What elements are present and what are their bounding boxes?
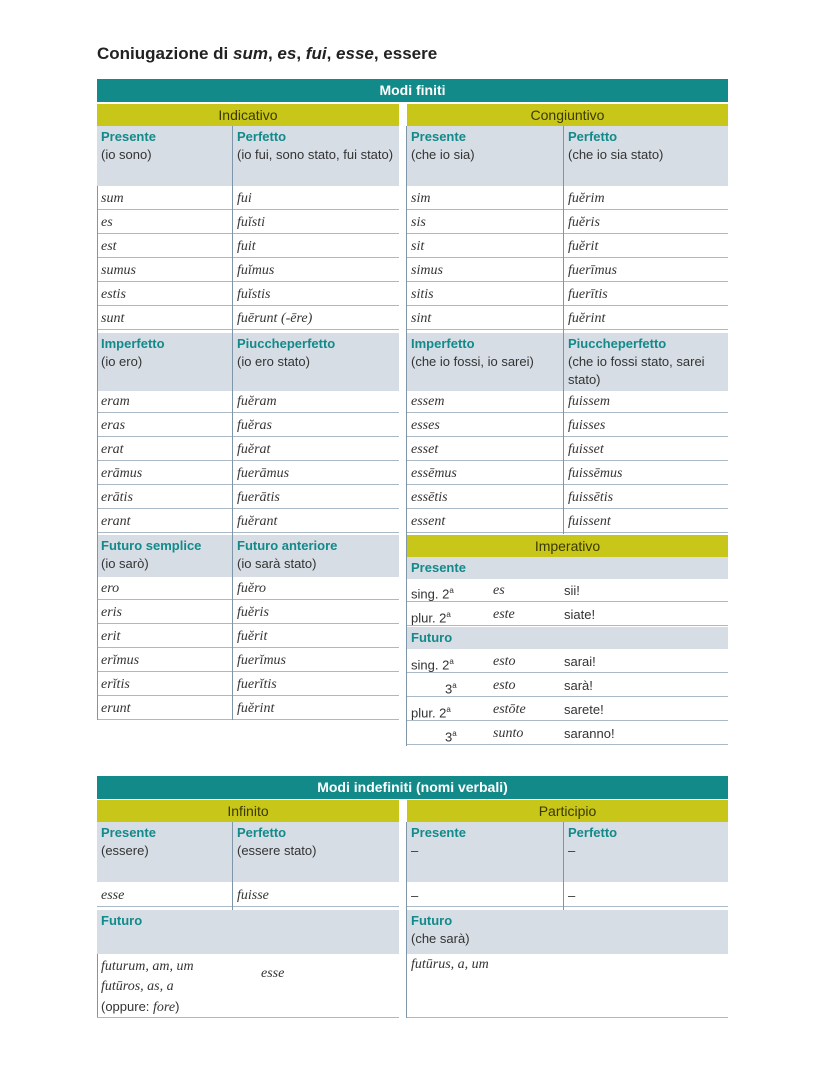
imperativo-italian: sarai! [564, 654, 596, 669]
cong-presente-form: sint [407, 308, 563, 330]
ind-perfetto-form: fui [233, 188, 399, 210]
ind-futuro-anteriore-form: fuĕrit [233, 626, 399, 648]
cong-presente-form: sis [407, 212, 563, 234]
ind-imperfetto-form: erant [97, 511, 232, 533]
indicativo-bar: Indicativo [97, 104, 399, 126]
cong-piuccheperfetto-header: Piuccheperfetto (che io fossi stato, sarei stato) [564, 333, 728, 391]
ind-perfetto-form: fuĭsti [233, 212, 399, 234]
imperativo-row [407, 723, 728, 745]
ind-imperfetto-form: erātis [97, 487, 232, 509]
divider [97, 186, 98, 720]
ind-imperfetto-form: eram [97, 391, 232, 413]
infinito-bar: Infinito [97, 800, 399, 822]
divider [232, 126, 233, 720]
imperativo-person: 3$^a$ [445, 729, 457, 745]
ind-perfetto-header: Perfetto (io fui, sono stato, fui stato) [233, 126, 399, 186]
cong-piuccheperfetto-form: fuissem [564, 391, 728, 413]
modi-finiti-bar: Modi finiti [97, 79, 728, 102]
ind-piuccheperfetto-form: fuĕrant [233, 511, 399, 533]
cong-perfetto-form: fuerītis [564, 284, 728, 306]
imperativo-person: plur. 2$^a$ [411, 610, 451, 626]
ind-presente-form: estis [97, 284, 232, 306]
divider [406, 822, 407, 1018]
imperativo-latin: esto [493, 678, 516, 693]
imperativo-latin: esto [493, 654, 516, 669]
imperativo-italian: saranno! [564, 726, 615, 741]
cong-presente-form: sitis [407, 284, 563, 306]
ind-presente-form: sunt [97, 308, 232, 330]
cong-presente-form: sim [407, 188, 563, 210]
ind-futuro-anteriore-form: fuerĭmus [233, 650, 399, 672]
divider [406, 126, 407, 746]
part-futuro-header: Futuro (che sarà) [407, 910, 728, 954]
cong-presente-form: simus [407, 260, 563, 282]
inf-presente-form: esse [97, 885, 232, 907]
inf-perfetto-header: Perfetto (essere stato) [233, 822, 399, 882]
imperativo-italian: sarà! [564, 678, 593, 693]
cong-imperfetto-form: esset [407, 439, 563, 461]
cong-piuccheperfetto-form: fuissēmus [564, 463, 728, 485]
ind-imperfetto-header: Imperfetto (io ero) [97, 333, 232, 391]
participio-bar: Participio [407, 800, 728, 822]
ind-futuro-anteriore-header: Futuro anteriore (io sarà stato) [233, 535, 399, 577]
cong-perfetto-form: fuĕris [564, 212, 728, 234]
imperativo-latin: este [493, 607, 515, 622]
imperativo-row [407, 675, 728, 697]
cong-presente-header: Presente (che io sia) [407, 126, 563, 186]
divider [232, 822, 233, 910]
cong-piuccheperfetto-form: fuisset [564, 439, 728, 461]
ind-imperfetto-form: eras [97, 415, 232, 437]
divider [97, 954, 98, 1018]
cong-piuccheperfetto-form: fuissent [564, 511, 728, 533]
ind-piuccheperfetto-header: Piuccheperfetto (io ero stato) [233, 333, 399, 391]
imperativo-row [407, 651, 728, 673]
cong-imperfetto-form: essent [407, 511, 563, 533]
divider [563, 822, 564, 910]
imperativo-latin: es [493, 583, 505, 598]
divider [563, 126, 564, 534]
ind-futuro-form: erĭtis [97, 674, 232, 696]
ind-futuro-anteriore-form: fuĕrint [233, 698, 399, 720]
ind-futuro-anteriore-form: fuĕris [233, 602, 399, 624]
imperativo-person: sing. 2$^a$ [411, 657, 454, 673]
cong-piuccheperfetto-form: fuissētis [564, 487, 728, 509]
ind-presente-form: sumus [97, 260, 232, 282]
ind-futuro-form: erit [97, 626, 232, 648]
imperativo-person: sing. 2$^a$ [411, 586, 454, 602]
ind-piuccheperfetto-form: fuĕrat [233, 439, 399, 461]
ind-piuccheperfetto-form: fuerātis [233, 487, 399, 509]
ind-futuro-form: ero [97, 578, 232, 600]
divider [97, 1017, 399, 1018]
ind-futuro-anteriore-form: fuerĭtis [233, 674, 399, 696]
imperativo-latin: estōte [493, 702, 526, 717]
imperativo-person: plur. 2$^a$ [411, 705, 451, 721]
ind-presente-form: sum [97, 188, 232, 210]
imperativo-person: 3$^a$ [445, 681, 457, 697]
cong-perfetto-form: fuĕrint [564, 308, 728, 330]
ind-perfetto-form: fuĭstis [233, 284, 399, 306]
ind-piuccheperfetto-form: fuerāmus [233, 463, 399, 485]
ind-perfetto-form: fuērunt (-ēre) [233, 308, 399, 330]
ind-perfetto-form: fuit [233, 236, 399, 258]
congiuntivo-bar: Congiuntivo [407, 104, 728, 126]
ind-piuccheperfetto-form: fuĕras [233, 415, 399, 437]
inf-presente-header: Presente (essere) [97, 822, 232, 882]
imperativo-latin: sunto [493, 726, 524, 741]
cong-imperfetto-form: esses [407, 415, 563, 437]
cong-imperfetto-form: essem [407, 391, 563, 413]
cong-presente-form: sit [407, 236, 563, 258]
ind-futuro-semplice-header: Futuro semplice (io sarò) [97, 535, 232, 577]
imperativo-italian: sii! [564, 583, 580, 598]
cong-piuccheperfetto-form: fuisses [564, 415, 728, 437]
cong-perfetto-header: Perfetto (che io sia stato) [564, 126, 728, 186]
modi-indefiniti-bar: Modi indefiniti (nomi verbali) [97, 776, 728, 799]
cong-imperfetto-header: Imperfetto (che io fossi, io sarei) [407, 333, 563, 391]
cong-perfetto-form: fuĕrim [564, 188, 728, 210]
imperativo-row [407, 580, 728, 602]
ind-presente-header: Presente (io sono) [97, 126, 232, 186]
ind-futuro-form: eris [97, 602, 232, 624]
ind-imperfetto-form: erāmus [97, 463, 232, 485]
imp-futuro-header: Futuro [407, 627, 728, 649]
inf-perfetto-form: fuisse [233, 885, 399, 907]
ind-presente-form: es [97, 212, 232, 234]
page-title: Coniugazione di sum, es, fui, esse, essere [97, 44, 438, 63]
ind-futuro-anteriore-form: fuĕro [233, 578, 399, 600]
imperativo-row [407, 699, 728, 721]
ind-imperfetto-form: erat [97, 439, 232, 461]
inf-futuro-esse: esse [261, 966, 285, 981]
part-futuro-form: futūrus, a, um [411, 957, 489, 972]
cong-imperfetto-form: essēmus [407, 463, 563, 485]
imperativo-italian: siate! [564, 607, 596, 622]
imp-presente-header: Presente [407, 557, 728, 579]
imperativo-italian: sarete! [564, 702, 604, 717]
cong-perfetto-form: fuerīmus [564, 260, 728, 282]
inf-futuro-forms: futurum, am, um futūros, as, a (oppure: fore) [101, 959, 194, 1015]
divider [407, 1017, 728, 1018]
cong-imperfetto-form: essētis [407, 487, 563, 509]
ind-perfetto-form: fuĭmus [233, 260, 399, 282]
imperativo-bar: Imperativo [407, 535, 728, 557]
inf-futuro-header: Futuro [97, 910, 399, 954]
imperativo-row [407, 604, 728, 626]
part-perfetto-header: Perfetto – [564, 822, 728, 882]
ind-futuro-form: erunt [97, 698, 232, 720]
part-presente-form: – [407, 885, 563, 907]
ind-presente-form: est [97, 236, 232, 258]
ind-piuccheperfetto-form: fuĕram [233, 391, 399, 413]
ind-futuro-form: erĭmus [97, 650, 232, 672]
part-perfetto-form: – [564, 885, 728, 907]
part-presente-header: Presente – [407, 822, 563, 882]
cong-perfetto-form: fuĕrit [564, 236, 728, 258]
